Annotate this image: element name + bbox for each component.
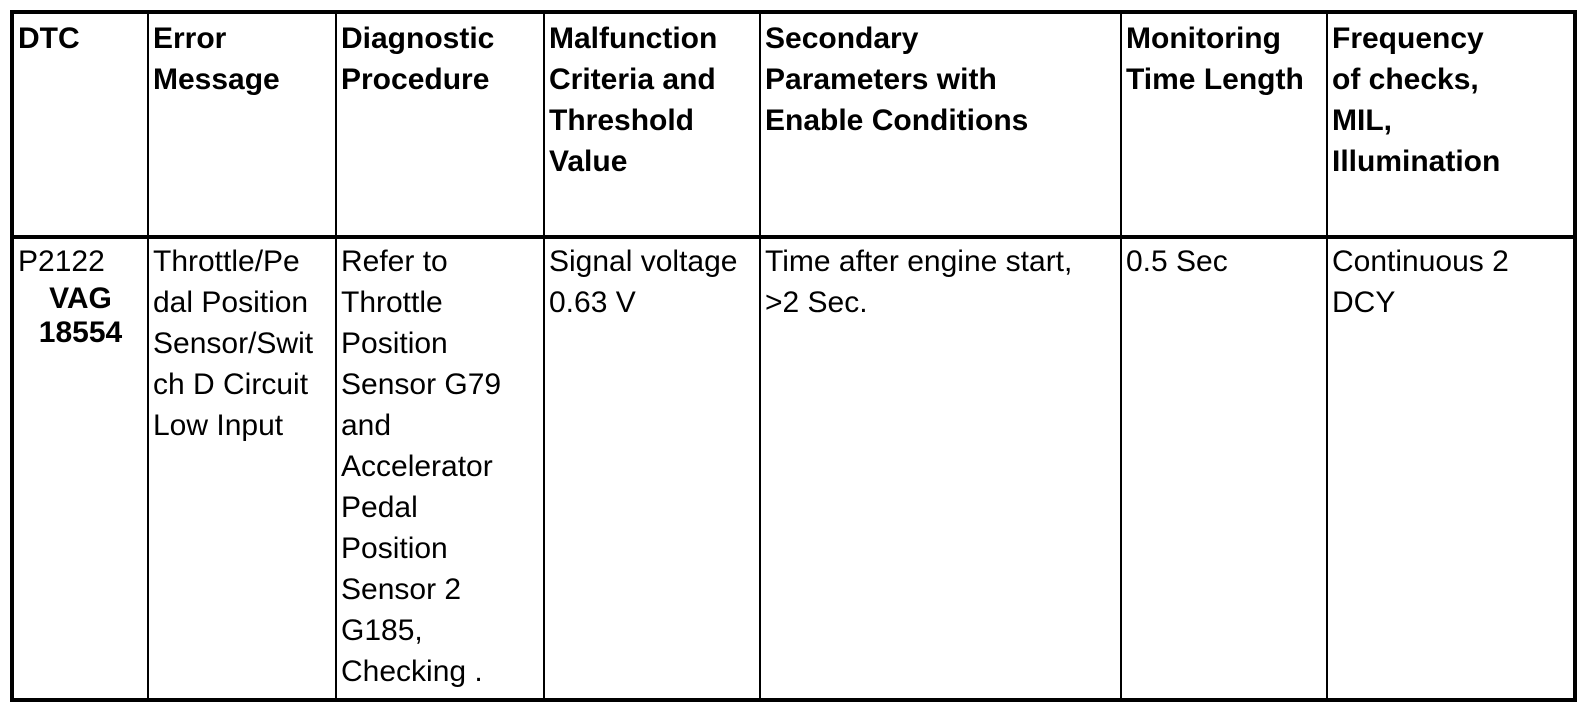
header-dtc: DTC [12, 12, 148, 237]
header-diagnostic-procedure: Diagnostic Procedure [336, 12, 544, 237]
header-secondary-parameters: Secondary Parameters with Enable Conditions [760, 12, 1121, 237]
vag-code: 18554 [38, 316, 123, 349]
cell-frequency: Continuous 2 DCY [1327, 237, 1575, 700]
cell-error-message: Throttle/Pe dal Position Sensor/Swit ch D Circuit Low Input [148, 237, 336, 700]
header-error-message: Error Message [148, 12, 336, 237]
dtc-table [10, 10, 1577, 702]
header-frequency: Frequency of checks, MIL, Illumination [1327, 12, 1575, 237]
header-row [12, 12, 1575, 237]
table-row [12, 237, 1575, 700]
vag-label: VAG [49, 282, 112, 315]
header-malfunction-criteria: Malfunction Criteria and Threshold Value [544, 12, 760, 237]
dtc-code: P2122 [18, 245, 105, 278]
cell-dtc [12, 237, 148, 700]
cell-secondary-parameters: Time after engine start, >2 Sec. [760, 237, 1121, 700]
header-monitoring-time: Monitoring Time Length [1121, 12, 1327, 237]
cell-monitoring-time: 0.5 Sec [1121, 237, 1327, 700]
cell-malfunction-criteria: Signal voltage 0.63 V [544, 237, 760, 700]
cell-diagnostic-procedure: Refer to Throttle Position Sensor G79 and Accelerator Pedal Position Sensor 2 G185, Checking . [336, 237, 544, 700]
